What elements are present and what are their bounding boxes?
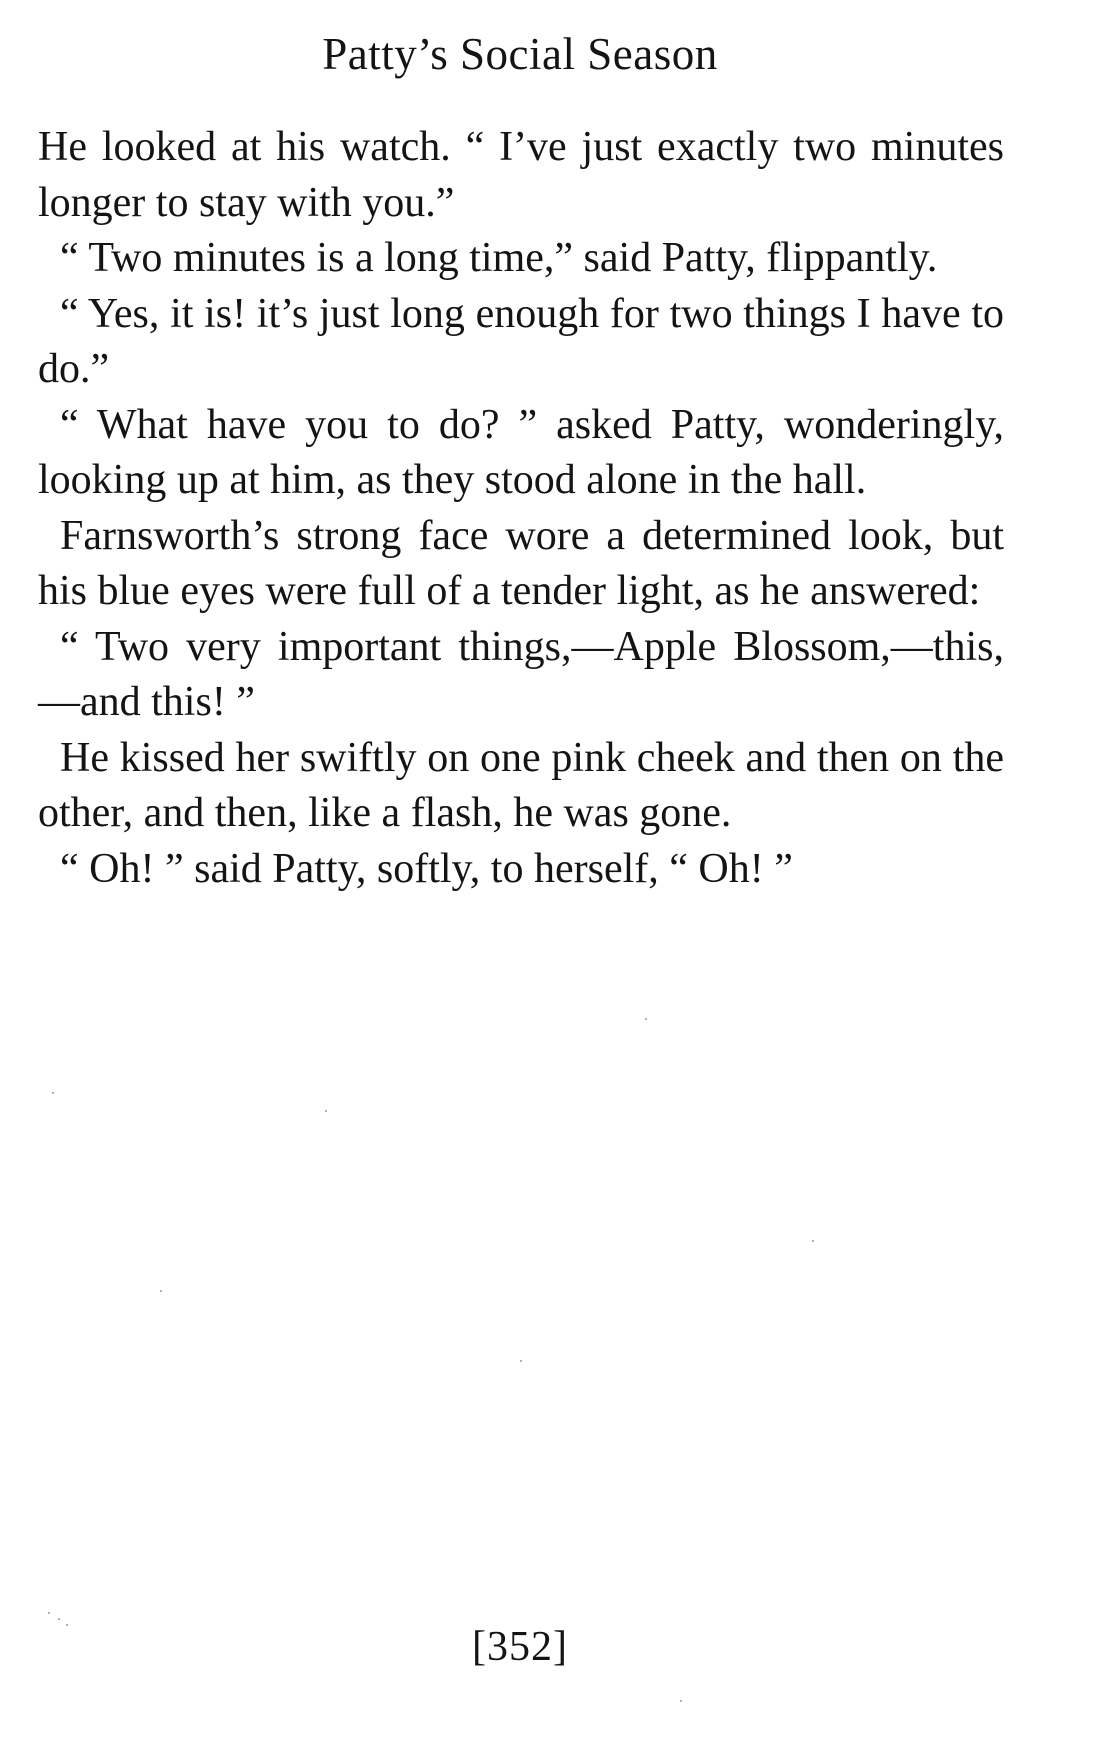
paragraph: “ Two very important things,—Apple Blossom,—this,—and this! ” (38, 623, 1004, 725)
paper-speck (325, 1110, 327, 1112)
paper-speck (160, 1290, 162, 1292)
paper-speck (520, 1360, 522, 1362)
page-number: [352] (472, 1624, 568, 1670)
paragraph: “ Oh! ” said Patty, softly, to herself, “ Oh! ” (60, 845, 793, 892)
paper-speck (48, 1612, 50, 1614)
paper-speck (645, 1018, 647, 1020)
paper-speck (812, 1240, 814, 1242)
paper-speck (680, 1700, 682, 1702)
paper-speck (58, 1618, 60, 1620)
paragraph: Farnsworth’s strong face wore a determined look, but his blue eyes were full of a tender light, as he answered: (38, 512, 1004, 614)
paper-speck (66, 1624, 68, 1626)
paper-speck (52, 1092, 54, 1094)
paragraph: “ Two minutes is a long time,” said Patty, flippantly. (60, 235, 938, 281)
paragraph: He looked at his watch. “ I’ve just exactly two minutes longer to stay with you.” (38, 124, 1004, 226)
running-head: Patty’s Social Season (322, 29, 718, 79)
paragraph: “ Yes, it is! it’s just long enough for two things I have to do.” (38, 290, 1004, 392)
body-text (38, 120, 1004, 897)
paragraph: He kissed her swiftly on one pink cheek and then on the other, and then, like a flash, he was gone. (38, 734, 1004, 836)
paragraph: “ What have you to do? ” asked Patty, wonderingly, looking up at him, as they stood alone in the hall. (38, 401, 1004, 503)
